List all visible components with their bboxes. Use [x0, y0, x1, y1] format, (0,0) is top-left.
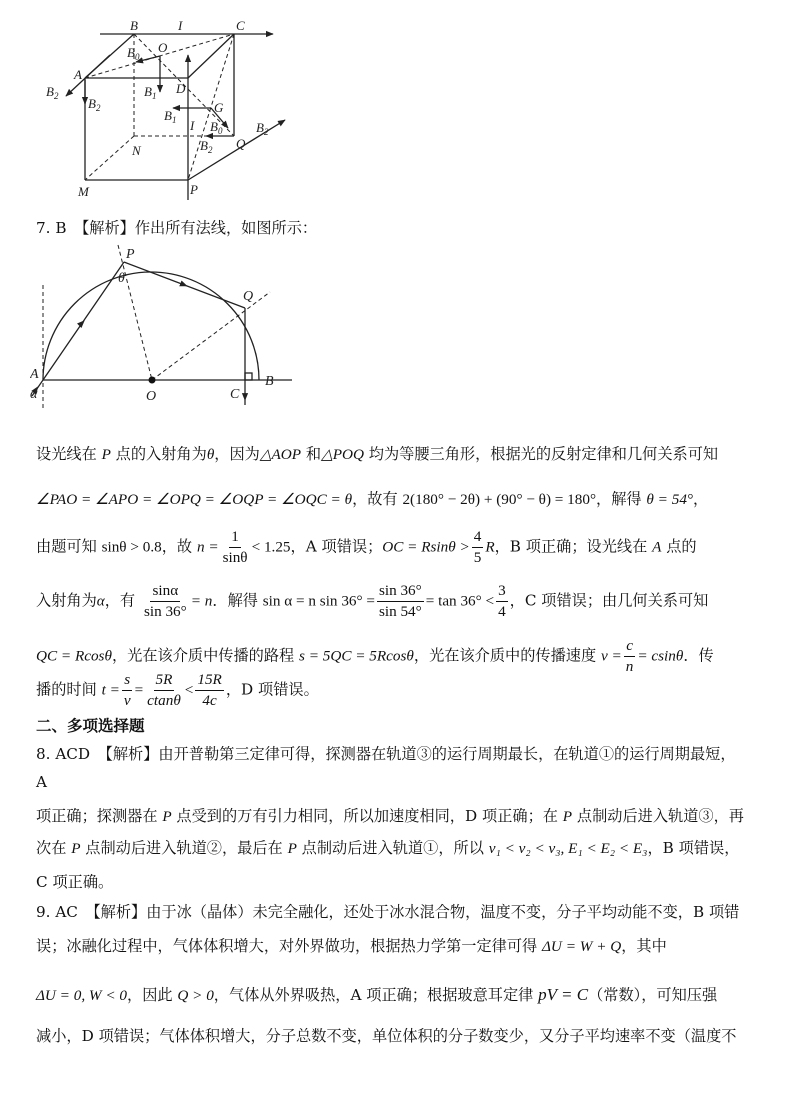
label-B0-top: $B_0$ — [127, 45, 140, 62]
fraction-4-over-5: $\frac{4}{5}$ — [473, 528, 482, 566]
label-alpha: α — [30, 387, 38, 402]
label-B2-bot: $B_2$ — [200, 138, 213, 155]
q8-line-4: 次在 P 点制动后进入轨道②，最后在 P 点制动后进入轨道①，所以 v₁ < v₂ < v₃, E₁ < E₂ < E₃，B 项错误， — [36, 839, 740, 857]
label-Q: Q — [236, 136, 246, 151]
label-B2-right: $B_2$ — [256, 120, 269, 137]
q9-line-4: 减小，D 项错误；气体体积增大，分子总数不变，单位体积的分子数变少，又分子平均速率不变（温度不 — [36, 1027, 737, 1045]
q7-header: 7. B 【解析】作出所有法线，如图所示： — [36, 219, 318, 237]
label-G: G — [214, 100, 224, 115]
label-B1-mid: $B_1$ — [164, 108, 177, 125]
fraction-sinalpha-over-sin36: $\frac{\sin\alpha}{\sin 36^\circ}$ — [143, 582, 187, 620]
label-O: O — [158, 40, 168, 55]
semicircle-arc — [43, 272, 259, 380]
label-M: M — [78, 184, 89, 199]
q8-line-1: 8. ACD 【解析】由开普勒第三定律可得，探测器在轨道③的运行周期最长，在轨道①的运行周期最短， — [36, 745, 736, 763]
label-B2-vert: $B_2$ — [88, 96, 101, 113]
b2-arrow-left — [66, 55, 110, 96]
label-B: B — [130, 18, 138, 33]
label-C: C — [230, 387, 240, 402]
section-heading-multiple-choice: 二、多项选择题 — [36, 717, 145, 735]
q7-line-2: ∠PAO = ∠APO = ∠OPQ = ∠OQP = ∠OQC = θ，故有 2(180° − 2θ) + (90° − θ) = 180°，解得 θ = 54°， — [36, 490, 709, 508]
label-I-mid: I — [190, 118, 195, 133]
center-O-dot — [149, 377, 156, 384]
label-theta: θ — [118, 271, 125, 286]
ray-AP — [43, 262, 124, 380]
label-D: D — [176, 81, 186, 96]
q7-line-5: QC = Rcosθ，光在该介质中传播的路程 s = 5QC = 5Rcosθ，光在该介质中的传播速度 v = $\frac{c}{n}$ = csinθ．传 — [36, 637, 714, 675]
fraction-c-over-n: $\frac{c}{n}$ — [625, 637, 634, 675]
normal-OP — [118, 245, 152, 380]
label-C: C — [236, 18, 245, 33]
label-A: A — [74, 67, 82, 82]
normal-OQ — [152, 292, 270, 380]
fraction-3-over-4: $\frac{3}{4}$ — [498, 582, 506, 620]
ray-PQ-arrow — [182, 284, 184, 285]
fraction-sin36-over-sin54: $\frac{\sin 36^\circ}{\sin 54^\circ}$ — [378, 582, 422, 620]
q7-line-6: 播的时间 t = $\frac{s}{v}$ = $\frac{5R}{ctan\theta}$ < $\frac{15R}{4c}$ ，D 项错误。 — [36, 671, 319, 709]
label-B: B — [265, 374, 274, 389]
q7-line-4: 入射角为α，有 $\frac{\sin\alpha}{\sin 36^\circ}$ = n．解得 sin α = n sin 36° = $\frac{\sin 36^\circ}{\sin 54^\circ}$ = tan 36° < $\frac{3}{4}$ ，C 项错误；由几何关系可知 — [36, 582, 709, 620]
q9-line-2: 误；冰融化过程中，气体体积增大，对外界做功，根据热力学第一定律可得 ΔU = W + Q，其中 — [36, 937, 667, 955]
label-P: P — [126, 247, 135, 262]
label-O: O — [146, 389, 157, 404]
right-angle-mark — [245, 373, 252, 380]
label-P: P — [190, 182, 198, 197]
fraction-1-over-sintheta: $\frac{1}{\sin\theta}$ — [222, 528, 248, 566]
q7-line-1: 设光线在 P 点的入射角为θ，因为△AOP 和△POQ 均为等腰三角形，根据光的反射定律和几何关系可知 — [36, 445, 719, 463]
label-Q: Q — [243, 289, 254, 304]
q8-line-5: C 项正确。 — [36, 873, 114, 891]
q8-line-3: 项正确；探测器在 P 点受到的万有引力相同，所以加速度相同，D 项正确；在 P 点制动后进入轨道③，再 — [36, 807, 744, 825]
label-N: N — [132, 143, 141, 158]
ray-PQ — [124, 262, 245, 308]
cube-magnetic-field-figure — [30, 0, 330, 210]
semicircle-reflection-figure — [30, 240, 330, 410]
label-I-top: I — [178, 18, 183, 33]
q8-line-2: A — [36, 773, 47, 791]
fraction-15R-over-4c: $\frac{15R}{4c}$ — [197, 671, 222, 709]
fraction-5R-over-ctantheta: $\frac{5R}{ctan\theta}$ — [147, 671, 181, 709]
q7-line-3: 由题可知 sinθ > 0.8，故 n = $\frac{1}{\sin\theta}$ < 1.25，A 项错误；OC = Rsinθ > $\frac{4}{5}$ R，B 项正确；设光线在 A 点的 — [36, 528, 697, 566]
label-B2-left: $B_2$ — [46, 84, 59, 101]
q9-line-1: 9. AC 【解析】由于冰（晶体）未完全融化，还处于冰水混合物，温度不变，分子平均动能不变，B 项错 — [36, 903, 740, 921]
label-A: A — [30, 367, 39, 382]
hidden-edge-NM — [85, 136, 134, 180]
q9-line-3: ΔU = 0, W < 0，因此 Q > 0，气体从外界吸热，A 项正确；根据玻意耳定律 pV = C（常数），可知压强 — [36, 985, 718, 1004]
fraction-s-over-v: $\frac{s}{v}$ — [123, 671, 131, 709]
label-B1-top: $B_1$ — [144, 84, 157, 101]
label-B0-mid: $B_0$ — [210, 119, 223, 136]
